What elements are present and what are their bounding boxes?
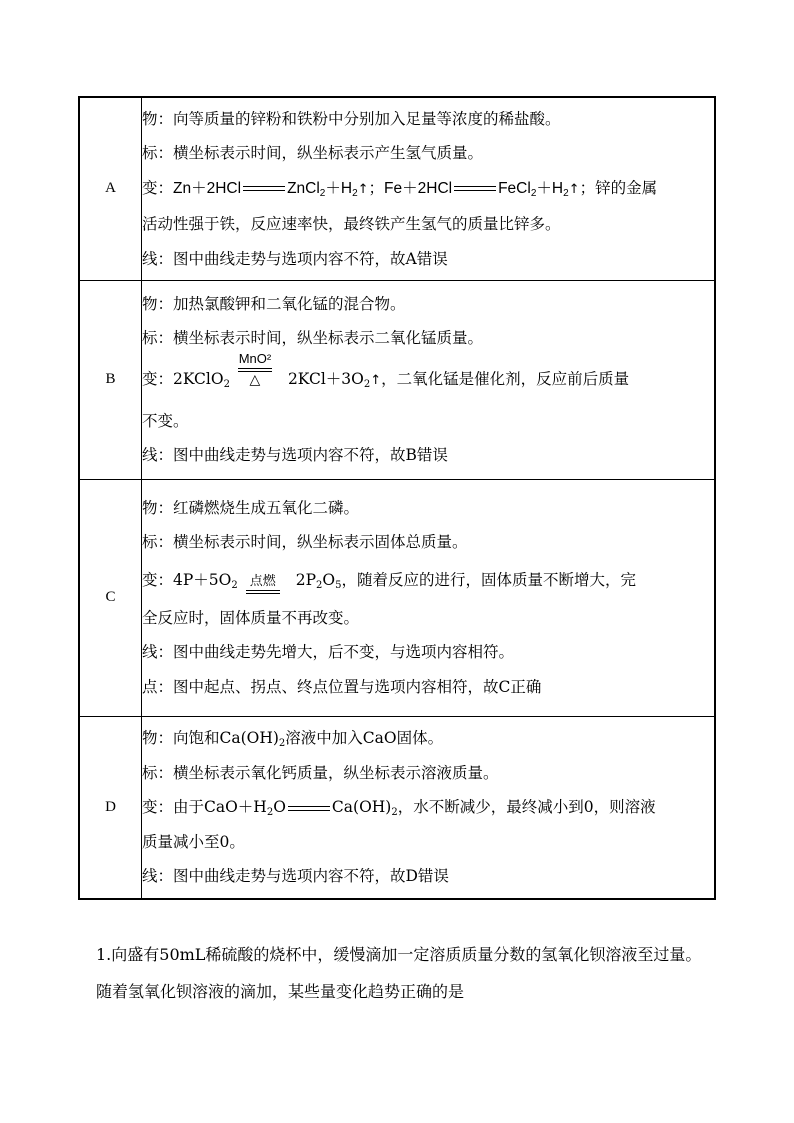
subscript: 2: [391, 807, 398, 818]
table-row-c: [79, 479, 715, 716]
gas-arrow: ↑: [370, 372, 382, 388]
eq-part: ＋H: [325, 179, 353, 197]
gas-arrow: ↑: [568, 181, 580, 197]
equals-sign: [246, 590, 280, 594]
eq-part: O: [322, 570, 336, 589]
wu-line-a: 物：向等质量的锌粉和铁粉中分别加入足量等浓度的稀盐酸。: [142, 109, 561, 128]
bian-prefix: 变：由于CaO＋H: [142, 798, 267, 816]
subscript: 2: [319, 187, 326, 199]
dian-line-c: 点：图中起点、拐点、终点位置与选项内容相符，故C正确: [142, 677, 542, 696]
bian-prefix: 变：4P＋5O: [142, 570, 232, 589]
bian-line-c-cont: 全反应时，固体质量不再改变。: [142, 608, 360, 627]
eq-part: 2P: [295, 570, 317, 589]
subscript: 2: [266, 807, 274, 818]
bian-tail: ，水不断减少，最终减小到0，则溶液: [397, 798, 656, 816]
heat-triangle-icon: △: [249, 371, 261, 388]
biao-line-a: 标：横坐标表示时间，纵坐标表示产生氢气质量。: [142, 144, 484, 162]
subscript: 2: [223, 378, 230, 390]
subscript: 2: [316, 579, 323, 591]
equation-fe: [384, 180, 580, 197]
ignition-label: 点燃: [249, 572, 276, 588]
subscript: 2: [563, 187, 569, 199]
subscript: 2: [278, 738, 286, 749]
content-cell-a: [142, 97, 716, 280]
subscript: 2: [363, 378, 371, 390]
bian-line-b-cont: 不变。: [142, 411, 189, 430]
biao-line-d: 标：横坐标表示氧化钙质量，纵坐标表示溶液质量。: [142, 763, 499, 782]
equals-sign: [288, 806, 330, 811]
analysis-table: [78, 96, 716, 900]
content-cell-d: [142, 716, 716, 899]
subscript: 2: [231, 579, 238, 591]
equals-sign: [454, 186, 496, 191]
equals-sign: [238, 368, 272, 372]
bian-line-d: [142, 790, 714, 825]
eq-part: FeCl: [498, 179, 531, 197]
biao-line-c: 标：横坐标表示时间，纵坐标表示固体总质量。: [142, 533, 468, 552]
option-label-d: D: [79, 716, 142, 899]
wu-tail: 溶液中加入CaO固体。: [285, 729, 444, 747]
xian-line-c: 线：图中曲线走势先增大，后不变，与选项内容相符。: [142, 643, 515, 662]
subscript: 2: [352, 187, 358, 199]
catalyst-label: MnO²: [238, 350, 272, 366]
bian-tail: ，二氧化锰是催化剂，反应前后质量: [381, 369, 630, 388]
wu-line-c: 物：红磷燃烧生成五氧化二磷。: [142, 498, 360, 517]
question-text: 1.向盛有50mL稀硫酸的烧杯中，缓慢滴加一定溶质质量分数的氢氧化钡溶液至过量。随着氢氧化钡溶液的滴加，某些量变化趋势正确的是: [96, 945, 702, 1001]
bian-prefix: 变：2KClO: [142, 369, 224, 388]
bian-line-b: [142, 350, 714, 404]
subscript: 2: [530, 187, 537, 199]
subscript: 5: [335, 579, 342, 591]
eq-part: ＋H: [536, 179, 564, 197]
separator: ；: [368, 178, 385, 197]
option-label-b: B: [79, 280, 142, 479]
reaction-condition: [238, 352, 272, 387]
table-row-a: [79, 97, 715, 280]
option-label-a: A: [79, 97, 142, 280]
bian-line-d-cont: 质量减小至0。: [142, 832, 245, 851]
bian-line-a: [142, 171, 714, 208]
bian-prefix: 变：: [142, 178, 174, 197]
table-row-d: [79, 716, 715, 899]
content-cell-b: [142, 280, 716, 479]
eq-part: Fe＋2HCl: [384, 179, 453, 197]
wu-line-b: 物：加热氯酸钾和二氧化锰的混合物。: [142, 294, 406, 313]
bian-tail: ；锌的金属: [579, 178, 658, 197]
xian-line-a: 线：图中曲线走势与选项内容不符，故A错误: [142, 249, 448, 268]
reaction-condition: [246, 574, 280, 595]
xian-line-d: 线：图中曲线走势与选项内容不符，故D错误: [142, 867, 449, 885]
eq-part: 2KCl＋3O: [287, 369, 364, 388]
eq-part: ZnCl: [287, 179, 320, 197]
bian-line-a-cont: 活动性强于铁，反应速率快，最终铁产生氢气的质量比锌多。: [142, 215, 561, 233]
equals-sign: [243, 186, 285, 191]
wu-prefix: 物：向饱和Ca(OH): [142, 729, 279, 747]
xian-line-b: 线：图中曲线走势与选项内容不符，故B错误: [142, 446, 448, 464]
eq-part: O: [273, 798, 286, 816]
equation-zn: [173, 180, 369, 197]
eq-part: Zn＋2HCl: [173, 179, 242, 197]
option-label-c: C: [79, 479, 142, 716]
gas-arrow: ↑: [357, 181, 369, 197]
table-row-b: [79, 280, 715, 479]
biao-line-b: 标：横坐标表示时间，纵坐标表示二氧化锰质量。: [142, 329, 484, 347]
wu-line-d: [142, 721, 714, 756]
eq-part: Ca(OH): [331, 798, 392, 816]
bian-tail: ，随着反应的进行，固体质量不断增大，完: [341, 570, 637, 589]
content-cell-c: [142, 479, 716, 716]
bian-line-c: [142, 560, 714, 601]
